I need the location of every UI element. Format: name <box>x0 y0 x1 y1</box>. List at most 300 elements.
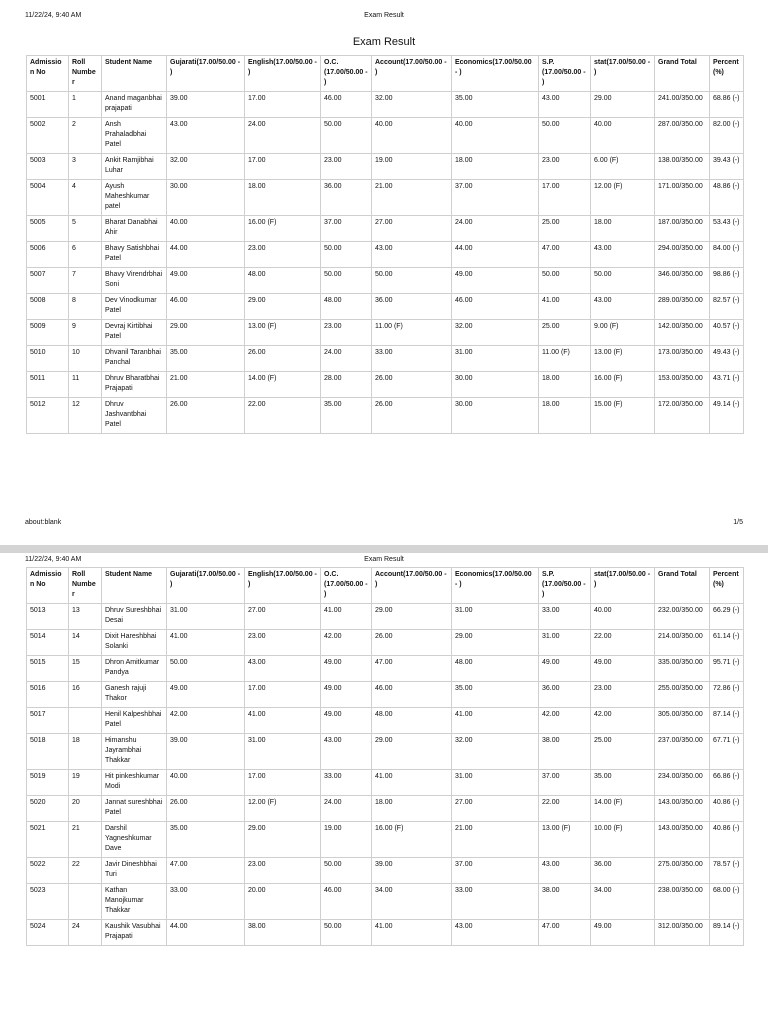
table-cell: 84.00 (-) <box>710 242 744 268</box>
table-cell: 5011 <box>27 372 69 398</box>
table-row <box>27 372 744 398</box>
table-cell: 32.00 <box>452 734 539 770</box>
table-row <box>27 770 744 796</box>
table-cell: 3 <box>69 154 102 180</box>
table-cell: 47.00 <box>167 858 245 884</box>
table-cell: 35.00 <box>591 770 655 796</box>
table-cell: 13.00 (F) <box>245 320 321 346</box>
table-cell: 22.00 <box>539 796 591 822</box>
table-cell: 5008 <box>27 294 69 320</box>
table-cell: 17.00 <box>245 154 321 180</box>
print-footer <box>25 519 743 529</box>
table-cell: 24.00 <box>452 216 539 242</box>
table-cell: 187.00/350.00 <box>655 216 710 242</box>
table-cell: 36.00 <box>372 294 452 320</box>
table-cell: 34.00 <box>372 884 452 920</box>
table-cell: 44.00 <box>452 242 539 268</box>
table-row <box>27 268 744 294</box>
table-cell: 49.00 <box>321 656 372 682</box>
table-cell: 305.00/350.00 <box>655 708 710 734</box>
table-cell: 23.00 <box>245 630 321 656</box>
column-header: O.C. (17.00/50.00 - ) <box>321 56 372 92</box>
table-cell: 31.00 <box>167 604 245 630</box>
table-cell: 41.00 <box>452 708 539 734</box>
table-cell: 1 <box>69 92 102 118</box>
table-cell: 17.00 <box>539 180 591 216</box>
table-cell: 33.00 <box>167 884 245 920</box>
table-row <box>27 216 744 242</box>
table-row <box>27 682 744 708</box>
table-row <box>27 884 744 920</box>
table-cell: 43.00 <box>372 242 452 268</box>
table-cell: 24 <box>69 920 102 946</box>
table-cell: 19.00 <box>321 822 372 858</box>
table-cell: Bhavy Virendrbhai Soni <box>102 268 167 294</box>
table-cell: 5015 <box>27 656 69 682</box>
table-row <box>27 630 744 656</box>
table-cell: 72.86 (-) <box>710 682 744 708</box>
table-cell: 18.00 <box>372 796 452 822</box>
table-cell: 16.00 (F) <box>591 372 655 398</box>
table-cell: 13.00 (F) <box>539 822 591 858</box>
table-cell: 11 <box>69 372 102 398</box>
table-cell: 43.00 <box>167 118 245 154</box>
table-cell: 27.00 <box>245 604 321 630</box>
table-cell: Kathan Manojkumar Thakkar <box>102 884 167 920</box>
print-header-title: Exam Result <box>364 12 404 19</box>
table-row <box>27 858 744 884</box>
table-cell: 5002 <box>27 118 69 154</box>
print-datetime: 11/22/24, 9:40 AM <box>25 556 82 563</box>
table-cell: 5013 <box>27 604 69 630</box>
table-cell: 19 <box>69 770 102 796</box>
table-cell: 9 <box>69 320 102 346</box>
column-header: Roll Number <box>69 568 102 604</box>
results-table <box>26 55 744 434</box>
table-cell: 238.00/350.00 <box>655 884 710 920</box>
table-cell: 16.00 (F) <box>245 216 321 242</box>
table-cell: 5005 <box>27 216 69 242</box>
table-cell: 18.00 <box>245 180 321 216</box>
table-cell: 7 <box>69 268 102 294</box>
table-cell: 5001 <box>27 92 69 118</box>
table-cell: 35.00 <box>452 682 539 708</box>
table-cell: Javir Dineshbhai Turi <box>102 858 167 884</box>
table-cell: 13.00 (F) <box>591 346 655 372</box>
table-cell: 43.71 (-) <box>710 372 744 398</box>
table-row <box>27 398 744 434</box>
table-cell: Anand maganbhai prajapati <box>102 92 167 118</box>
table-cell: 15.00 (F) <box>591 398 655 434</box>
table-cell: 32.00 <box>167 154 245 180</box>
table-cell: 241.00/350.00 <box>655 92 710 118</box>
column-header: Percent (%) <box>710 568 744 604</box>
table-cell: 46.00 <box>321 92 372 118</box>
table-cell: Dhruv Jashvantbhai Patel <box>102 398 167 434</box>
table-cell: 28.00 <box>321 372 372 398</box>
table-row <box>27 796 744 822</box>
table-cell: 10 <box>69 346 102 372</box>
table-cell: 41.00 <box>372 770 452 796</box>
table-row <box>27 180 744 216</box>
table-header-row <box>27 568 744 604</box>
table-cell: 43.00 <box>539 858 591 884</box>
table-cell: 5009 <box>27 320 69 346</box>
table-cell: 40.00 <box>372 118 452 154</box>
table-cell: 30.00 <box>167 180 245 216</box>
table-cell: 17.00 <box>245 770 321 796</box>
table-cell: 23.00 <box>539 154 591 180</box>
table-cell: 29.00 <box>372 734 452 770</box>
table-cell: 5006 <box>27 242 69 268</box>
table-cell: 6 <box>69 242 102 268</box>
column-header: Gujarati(17.00/50.00 - ) <box>167 56 245 92</box>
table-cell: 40.00 <box>591 118 655 154</box>
table-cell: 31.00 <box>245 734 321 770</box>
table-cell: 47.00 <box>539 242 591 268</box>
table-cell: 25.00 <box>539 320 591 346</box>
table-cell: Henil Kalpeshbhai Patel <box>102 708 167 734</box>
table-cell: 37.00 <box>321 216 372 242</box>
table-cell: 31.00 <box>452 346 539 372</box>
table-cell: 10.00 (F) <box>591 822 655 858</box>
table-cell: 20.00 <box>245 884 321 920</box>
table-cell: 33.00 <box>539 604 591 630</box>
table-cell: 49.00 <box>321 708 372 734</box>
column-header: Admission No <box>27 56 69 92</box>
table-cell: 48.00 <box>372 708 452 734</box>
print-datetime: 11/22/24, 9:40 AM <box>25 12 82 19</box>
table-cell: Dhron Amitkumar Pandya <box>102 656 167 682</box>
column-header: English(17.00/50.00 - ) <box>245 568 321 604</box>
table-cell: 43.00 <box>591 242 655 268</box>
table-cell: 5019 <box>27 770 69 796</box>
table-cell: 40.00 <box>167 770 245 796</box>
table-cell: 82.00 (-) <box>710 118 744 154</box>
column-header: Account(17.00/50.00 - ) <box>372 568 452 604</box>
table-cell: 35.00 <box>452 92 539 118</box>
table-cell: 18.00 <box>452 154 539 180</box>
table-cell: 35.00 <box>167 822 245 858</box>
table-cell: 67.71 (-) <box>710 734 744 770</box>
table-cell: Jannat sureshbhai Patel <box>102 796 167 822</box>
table-cell: 49.43 (-) <box>710 346 744 372</box>
table-cell: 294.00/350.00 <box>655 242 710 268</box>
column-header: stat(17.00/50.00 - ) <box>591 56 655 92</box>
table-cell: 335.00/350.00 <box>655 656 710 682</box>
table-cell: Ganesh rajuji Thakor <box>102 682 167 708</box>
table-cell: 49.00 <box>591 920 655 946</box>
table-cell: 26.00 <box>372 398 452 434</box>
table-cell: 43.00 <box>452 920 539 946</box>
table-cell: 38.00 <box>245 920 321 946</box>
table-cell: 95.71 (-) <box>710 656 744 682</box>
table-cell: 48.00 <box>321 294 372 320</box>
table-row <box>27 822 744 858</box>
table-cell: 33.00 <box>372 346 452 372</box>
column-header: Percent (%) <box>710 56 744 92</box>
table-cell: 173.00/350.00 <box>655 346 710 372</box>
table-cell: 41.00 <box>321 604 372 630</box>
table-cell: 143.00/350.00 <box>655 822 710 858</box>
table-cell: 21.00 <box>372 180 452 216</box>
table-cell: Darshil Yagneshkumar Dave <box>102 822 167 858</box>
table-cell: Ankit Ramjibhai Luhar <box>102 154 167 180</box>
table-cell: 40.86 (-) <box>710 822 744 858</box>
table-cell: 33.00 <box>452 884 539 920</box>
table-cell: 287.00/350.00 <box>655 118 710 154</box>
table-cell: 26.00 <box>372 630 452 656</box>
table-cell: 11.00 (F) <box>539 346 591 372</box>
table-cell <box>69 708 102 734</box>
results-table <box>26 567 744 946</box>
table-cell: 5007 <box>27 268 69 294</box>
table-cell: 30.00 <box>452 398 539 434</box>
table-cell: 346.00/350.00 <box>655 268 710 294</box>
table-cell: 46.00 <box>372 682 452 708</box>
table-cell: 42.00 <box>539 708 591 734</box>
table-cell: 8 <box>69 294 102 320</box>
table-cell: 41.00 <box>539 294 591 320</box>
table-cell: 5004 <box>27 180 69 216</box>
table-cell: 12 <box>69 398 102 434</box>
table-cell: 5021 <box>27 822 69 858</box>
table-cell: 22 <box>69 858 102 884</box>
column-header: Economics(17.00/50.00 - ) <box>452 56 539 92</box>
column-header: Grand Total <box>655 56 710 92</box>
table-cell: 15 <box>69 656 102 682</box>
table-cell: 46.00 <box>321 884 372 920</box>
table-cell: 41.00 <box>245 708 321 734</box>
table-cell: 49.00 <box>591 656 655 682</box>
table-cell: 19.00 <box>372 154 452 180</box>
table-cell: 66.29 (-) <box>710 604 744 630</box>
table-cell: 237.00/350.00 <box>655 734 710 770</box>
column-header: Grand Total <box>655 568 710 604</box>
table-cell: Dhvanil Taranbhai Panchal <box>102 346 167 372</box>
table-row <box>27 656 744 682</box>
table-cell: 61.14 (-) <box>710 630 744 656</box>
table-cell: Dixit Hareshbhai Solanki <box>102 630 167 656</box>
column-header: S.P. (17.00/50.00 - ) <box>539 56 591 92</box>
table-cell: 14.00 (F) <box>591 796 655 822</box>
table-cell: 2 <box>69 118 102 154</box>
page-separator <box>0 545 768 553</box>
table-cell: 40.00 <box>167 216 245 242</box>
table-cell: Dev Vinodkumar Patel <box>102 294 167 320</box>
table-cell: 23.00 <box>321 320 372 346</box>
table-cell: 50.00 <box>321 118 372 154</box>
table-cell: 32.00 <box>372 92 452 118</box>
table-cell: 20 <box>69 796 102 822</box>
table-cell: 42.00 <box>321 630 372 656</box>
table-cell: 87.14 (-) <box>710 708 744 734</box>
table-cell: 46.00 <box>452 294 539 320</box>
table-cell: 39.00 <box>167 92 245 118</box>
table-cell: 138.00/350.00 <box>655 154 710 180</box>
table-cell: 38.00 <box>539 734 591 770</box>
table-cell: 31.00 <box>539 630 591 656</box>
table-cell: 27.00 <box>452 796 539 822</box>
table-cell: Kaushik Vasubhai Prajapati <box>102 920 167 946</box>
table-cell: 49.00 <box>539 656 591 682</box>
table-cell: 21.00 <box>452 822 539 858</box>
table-cell: 6.00 (F) <box>591 154 655 180</box>
table-cell: 48.86 (-) <box>710 180 744 216</box>
table-cell: 9.00 (F) <box>591 320 655 346</box>
table-cell: Hit pinkeshkumar Modi <box>102 770 167 796</box>
table-cell: 142.00/350.00 <box>655 320 710 346</box>
table-cell: 21.00 <box>167 372 245 398</box>
table-cell: 23.00 <box>245 242 321 268</box>
table-cell: 39.00 <box>372 858 452 884</box>
table-cell: 40.00 <box>591 604 655 630</box>
table-cell: 43.00 <box>539 92 591 118</box>
table-cell: 153.00/350.00 <box>655 372 710 398</box>
table-cell: 40.86 (-) <box>710 796 744 822</box>
table-cell: 40.57 (-) <box>710 320 744 346</box>
table-cell: 18.00 <box>539 398 591 434</box>
table-cell: 18 <box>69 734 102 770</box>
column-header: Student Name <box>102 56 167 92</box>
table-cell: 68.86 (-) <box>710 92 744 118</box>
table-cell: 26.00 <box>245 346 321 372</box>
table-cell: 35.00 <box>167 346 245 372</box>
table-cell: Himanshu Jayrambhai Thakkar <box>102 734 167 770</box>
table-cell: 33.00 <box>321 770 372 796</box>
table-cell: 275.00/350.00 <box>655 858 710 884</box>
table-cell: 4 <box>69 180 102 216</box>
page-title: Exam Result <box>352 36 416 48</box>
column-header: Gujarati(17.00/50.00 - ) <box>167 568 245 604</box>
table-cell: 30.00 <box>452 372 539 398</box>
table-cell: 21 <box>69 822 102 858</box>
column-header: Economics(17.00/50.00 - ) <box>452 568 539 604</box>
table-cell: Dhruv Bharatbhai Prajapati <box>102 372 167 398</box>
table-cell: 214.00/350.00 <box>655 630 710 656</box>
column-header: Account(17.00/50.00 - ) <box>372 56 452 92</box>
table-cell: 22.00 <box>245 398 321 434</box>
table-cell: 49.14 (-) <box>710 398 744 434</box>
table-cell: Ansh Prahaladbhai Patel <box>102 118 167 154</box>
table-cell: 36.00 <box>591 858 655 884</box>
table-cell: 18.00 <box>539 372 591 398</box>
column-header: S.P. (17.00/50.00 - ) <box>539 568 591 604</box>
table-cell: 26.00 <box>372 372 452 398</box>
table-row <box>27 118 744 154</box>
table-row <box>27 734 744 770</box>
table-cell: 11.00 (F) <box>372 320 452 346</box>
table-cell: 44.00 <box>167 242 245 268</box>
table-cell: 5017 <box>27 708 69 734</box>
table-row <box>27 154 744 180</box>
table-cell: 50.00 <box>539 268 591 294</box>
column-header: English(17.00/50.00 - ) <box>245 56 321 92</box>
table-cell: 43.00 <box>591 294 655 320</box>
table-cell: 50.00 <box>321 858 372 884</box>
column-header: Admission No <box>27 568 69 604</box>
table-cell: 50.00 <box>167 656 245 682</box>
table-cell: 41.00 <box>372 920 452 946</box>
table-cell: 312.00/350.00 <box>655 920 710 946</box>
table-cell: 13 <box>69 604 102 630</box>
footer-url: about:blank <box>25 519 62 526</box>
table-cell: Bharat Danabhai Ahir <box>102 216 167 242</box>
table-cell: 47.00 <box>372 656 452 682</box>
table-cell: 172.00/350.00 <box>655 398 710 434</box>
table-cell: 23.00 <box>245 858 321 884</box>
table-cell: 26.00 <box>167 398 245 434</box>
print-header-title: Exam Result <box>364 556 404 563</box>
table-cell: 39.00 <box>167 734 245 770</box>
table-cell: 36.00 <box>321 180 372 216</box>
table-row <box>27 242 744 268</box>
table-cell: 5014 <box>27 630 69 656</box>
table-cell: 49.00 <box>167 268 245 294</box>
table-cell: 14 <box>69 630 102 656</box>
table-cell: 50.00 <box>539 118 591 154</box>
table-cell <box>69 884 102 920</box>
table-cell: 27.00 <box>372 216 452 242</box>
table-cell: 25.00 <box>539 216 591 242</box>
table-cell: 232.00/350.00 <box>655 604 710 630</box>
table-cell: 24.00 <box>245 118 321 154</box>
table-cell: 12.00 (F) <box>591 180 655 216</box>
table-row <box>27 346 744 372</box>
table-cell: 26.00 <box>167 796 245 822</box>
table-row <box>27 92 744 118</box>
table-row <box>27 920 744 946</box>
table-cell: 37.00 <box>452 858 539 884</box>
table-cell: 16.00 (F) <box>372 822 452 858</box>
table-cell: 29.00 <box>591 92 655 118</box>
table-cell: 22.00 <box>591 630 655 656</box>
table-cell: 5016 <box>27 682 69 708</box>
table-cell: 17.00 <box>245 682 321 708</box>
table-row <box>27 708 744 734</box>
table-cell: 24.00 <box>321 796 372 822</box>
table-cell: 234.00/350.00 <box>655 770 710 796</box>
table-cell: 34.00 <box>591 884 655 920</box>
table-cell: 43.00 <box>245 656 321 682</box>
table-cell: 82.57 (-) <box>710 294 744 320</box>
table-cell: 29.00 <box>452 630 539 656</box>
table-cell: 36.00 <box>539 682 591 708</box>
table-cell: 37.00 <box>539 770 591 796</box>
table-cell: 24.00 <box>321 346 372 372</box>
table-cell: 5 <box>69 216 102 242</box>
column-header: Student Name <box>102 568 167 604</box>
table-cell: 17.00 <box>245 92 321 118</box>
table-row <box>27 320 744 346</box>
table-cell: 5018 <box>27 734 69 770</box>
table-cell: 23.00 <box>591 682 655 708</box>
table-cell: 50.00 <box>321 268 372 294</box>
table-cell: 42.00 <box>591 708 655 734</box>
table-cell: Ayush Maheshkumar patel <box>102 180 167 216</box>
table-cell: 29.00 <box>372 604 452 630</box>
table-cell: 46.00 <box>167 294 245 320</box>
table-cell: Bhavy Satishbhai Patel <box>102 242 167 268</box>
table-header-row <box>27 56 744 92</box>
table-cell: 39.43 (-) <box>710 154 744 180</box>
table-cell: 78.57 (-) <box>710 858 744 884</box>
table-cell: 29.00 <box>245 294 321 320</box>
table-cell: 50.00 <box>321 920 372 946</box>
footer-page-number: 1/5 <box>733 519 743 526</box>
table-cell: 12.00 (F) <box>245 796 321 822</box>
table-cell: 40.00 <box>452 118 539 154</box>
